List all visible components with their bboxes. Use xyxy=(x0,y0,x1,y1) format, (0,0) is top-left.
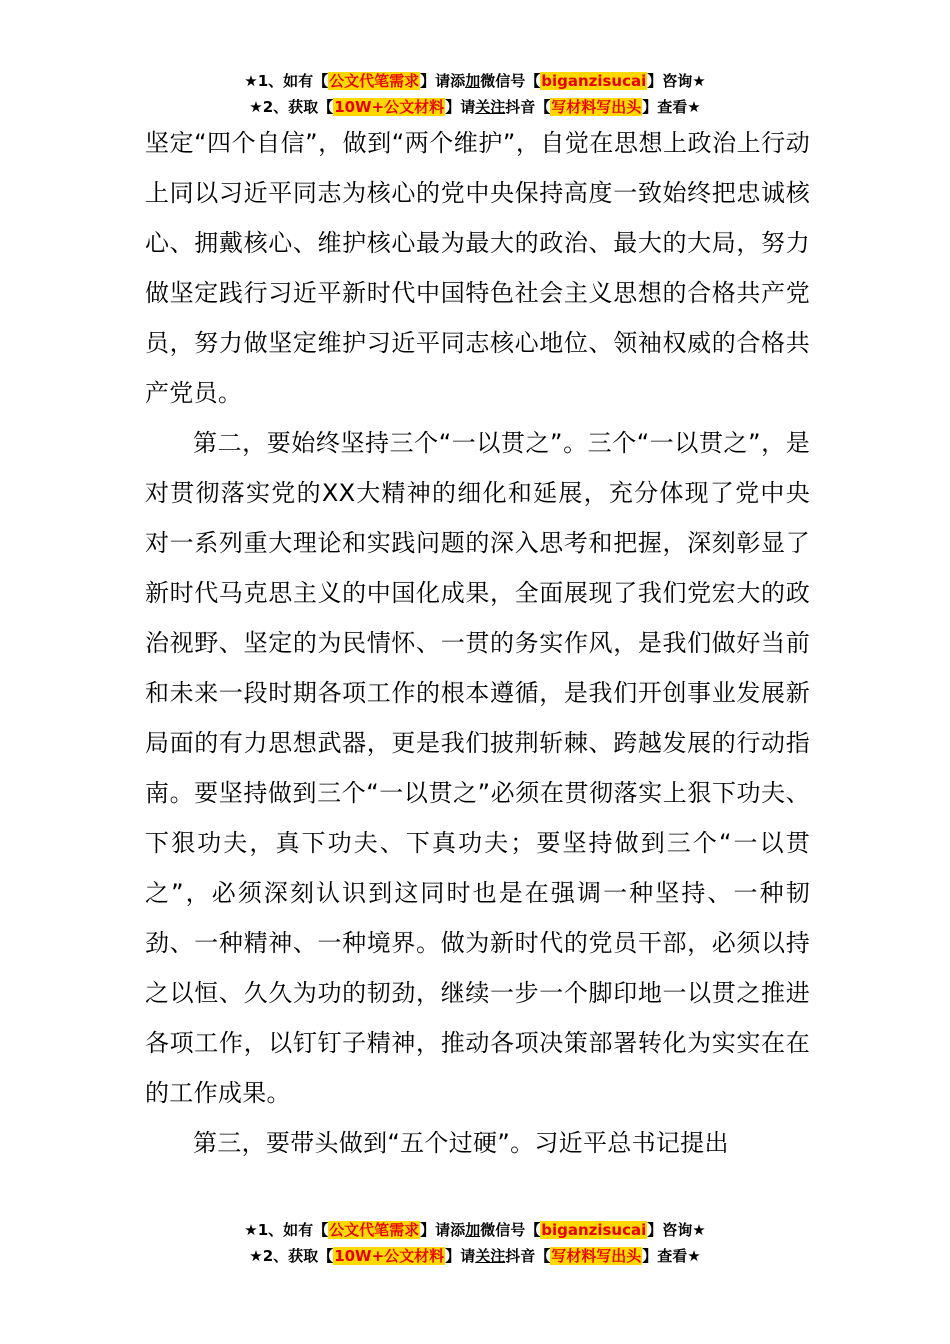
banner-text: 微信号【 xyxy=(480,1221,541,1239)
paragraph-continuation: 坚定“四个自信”，做到“两个维护”，自觉在思想上政治上行动上同以习近平同志为核心的党中央保持高度一致始终把忠诚核心、拥戴核心、维护核心最为最大的政治、最大的大局，努力做坚定践行习近平新时代中国特色社会主义思想的合格共产党员，努力做坚定维护习近平同志核心地位、领袖权威的合格共产党员。 xyxy=(145,129,810,407)
banner-text: 】咨询★ xyxy=(647,72,706,90)
banner-highlight: 10W+公文材料 xyxy=(334,1247,445,1265)
banner-text: 】请添 xyxy=(420,1221,466,1239)
banner-text: 】请 xyxy=(445,1247,476,1265)
banner-highlight: 公文代笔需求 xyxy=(329,1221,420,1239)
footer-banner xyxy=(0,1217,950,1269)
wechat-id-highlight: biganzisucai xyxy=(541,1221,647,1239)
paragraph-second: 第二，要始终坚持三个“一以贯之”。三个“一以贯之”，是对贯彻落实党的XX大精神的细化和延展，充分体现了党中央对一系列重大理论和实践问题的深入思考和把握，深刻彰显了新时代马克思主义的中国化成果，全面展现了我们党宏大的政治视野、坚定的为民情怀、一贯的务实作风，是我们做好当前和未来一段时期各项工作的根本遵循，是我们开创事业发展新局面的有力思想武器，更是我们披荆斩棘、跨越发展的行动指南。要坚持做到三个“一以贯之”必须在贯彻落实上狠下功夫、下狠功夫，真下功夫、下真功夫；要坚持做到三个“一以贯之”，必须深刻认识到这同时也是在强调一种坚持、一种韧劲、一种精神、一种境界。做为新时代的党员干部，必须以持之以恒、久久为功的韧劲，继续一步一个脚印地一以贯之推进各项工作，以钉钉子精神，推动各项决策部署转化为实实在在的工作成果。 xyxy=(145,429,810,1107)
banner-underlined: 关注 xyxy=(475,1247,506,1265)
header-banner xyxy=(0,68,950,120)
banner-text: ★2、获取【 xyxy=(249,98,334,116)
banner-highlight: 公文代笔需求 xyxy=(329,72,420,90)
wechat-id-highlight: biganzisucai xyxy=(541,72,647,90)
banner-text: 】请添 xyxy=(420,72,466,90)
banner-text: 】查看★ xyxy=(642,98,701,116)
banner-underlined: 加 xyxy=(465,1221,481,1239)
banner-text: 抖音【 xyxy=(505,98,551,116)
banner-underlined: 加 xyxy=(465,72,481,90)
banner-text: ★1、如有【 xyxy=(244,1221,329,1239)
banner-text: 抖音【 xyxy=(505,1247,551,1265)
douyin-highlight: 写材料写出头 xyxy=(551,98,642,116)
banner-underlined: 关注 xyxy=(475,98,506,116)
banner-text: 】查看★ xyxy=(642,1247,701,1265)
banner-text: 微信号【 xyxy=(480,72,541,90)
banner-line-1 xyxy=(0,1217,950,1243)
banner-text: ★1、如有【 xyxy=(244,72,329,90)
banner-line-1 xyxy=(0,68,950,94)
banner-text: ★2、获取【 xyxy=(249,1247,334,1265)
banner-line-2 xyxy=(0,1243,950,1269)
banner-line-2 xyxy=(0,94,950,120)
banner-text: 】请 xyxy=(445,98,476,116)
banner-highlight: 10W+公文材料 xyxy=(334,98,445,116)
banner-text: 】咨询★ xyxy=(647,1221,706,1239)
paragraph-third: 第三，要带头做到“五个过硬”。习近平总书记提出 xyxy=(193,1129,729,1157)
document-body xyxy=(145,118,810,1168)
douyin-highlight: 写材料写出头 xyxy=(551,1247,642,1265)
